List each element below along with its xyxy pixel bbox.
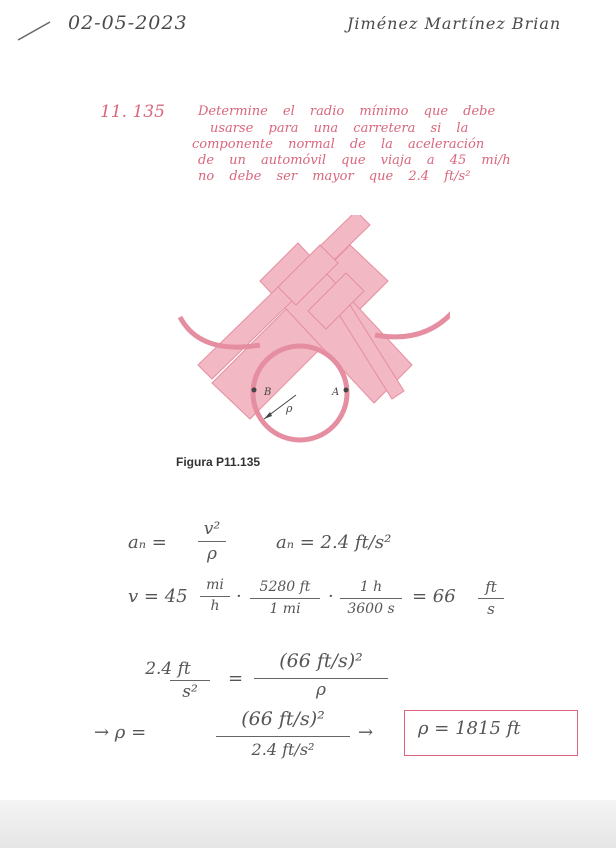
eq2-result: = 66 (412, 586, 456, 607)
label-a: A (332, 387, 340, 398)
eq4-den: 2.4 ft/s² (251, 740, 315, 759)
eq4-lhs: → ρ = (94, 722, 147, 743)
eq3-rhs-num: (66 ft/s)² (279, 650, 363, 672)
figure-caption: Figura P11.135 (176, 455, 261, 469)
eq2-dot2: · (328, 586, 334, 607)
eq2-f2-num: 5280 ft (259, 579, 311, 595)
statement-line: componente normal de la aceleración (192, 137, 485, 152)
eq3-lhs-num: 2.4 ft (145, 659, 191, 679)
eq2-f1-num: mi (206, 577, 224, 593)
answer-text: ρ = 1815 ft (418, 718, 521, 739)
eq2-dot1: · (236, 586, 242, 607)
eq2-f1-bar (200, 596, 230, 597)
statement-line: no debe ser mayor que 2.4 ft/s² (198, 169, 471, 184)
eq1-value: aₙ = 2.4 ft/s² (276, 532, 392, 553)
eq2-f2-den: 1 mi (269, 601, 301, 617)
eq2-f3-bar (340, 598, 402, 599)
eq2-f3-den: 3600 s (347, 601, 395, 617)
eq2-lhs: v = 45 (128, 586, 188, 607)
student-name: Jiménez Martínez Brian (347, 14, 562, 33)
eq2-f2-bar (250, 598, 320, 599)
eq1-denominator: ρ (207, 544, 217, 564)
eq4-num: (66 ft/s)² (241, 708, 325, 730)
statement-line: Determine el radio mínimo que debe (198, 104, 496, 119)
eq3-lhs-den: s² (182, 682, 198, 702)
cloverleaf-drawing (160, 215, 450, 485)
scan-bottom-edge (0, 800, 616, 848)
eq2-result-num: ft (485, 578, 497, 596)
eq3-rhs-den: ρ (316, 680, 326, 700)
eq2-result-bar (478, 598, 504, 599)
eq1-numerator: v² (203, 519, 221, 539)
label-b: B (264, 387, 272, 398)
eq4-bar (216, 736, 350, 737)
statement-line: de un automóvil que viaja a 45 mi/h (198, 153, 511, 168)
date-text: 02-05-2023 (68, 12, 188, 34)
eq1-lhs: aₙ = (128, 532, 167, 553)
problem-number: 11. 135 (100, 102, 165, 122)
eq3-lhs-bar (170, 680, 210, 681)
eq2-result-den: s (487, 600, 495, 618)
margin-tick-mark (16, 20, 52, 42)
eq2-f3-num: 1 h (359, 579, 383, 595)
statement-line: usarse para una carretera si la (210, 121, 469, 136)
label-rho: ρ (286, 402, 293, 415)
figure-cloverleaf (160, 215, 450, 485)
eq2-f1-den: h (210, 598, 220, 614)
eq1-fraction-bar (198, 541, 226, 542)
eq3-equals: = (228, 668, 244, 689)
eq4-arrow: → (358, 722, 374, 743)
eq3-rhs-bar (254, 678, 388, 679)
